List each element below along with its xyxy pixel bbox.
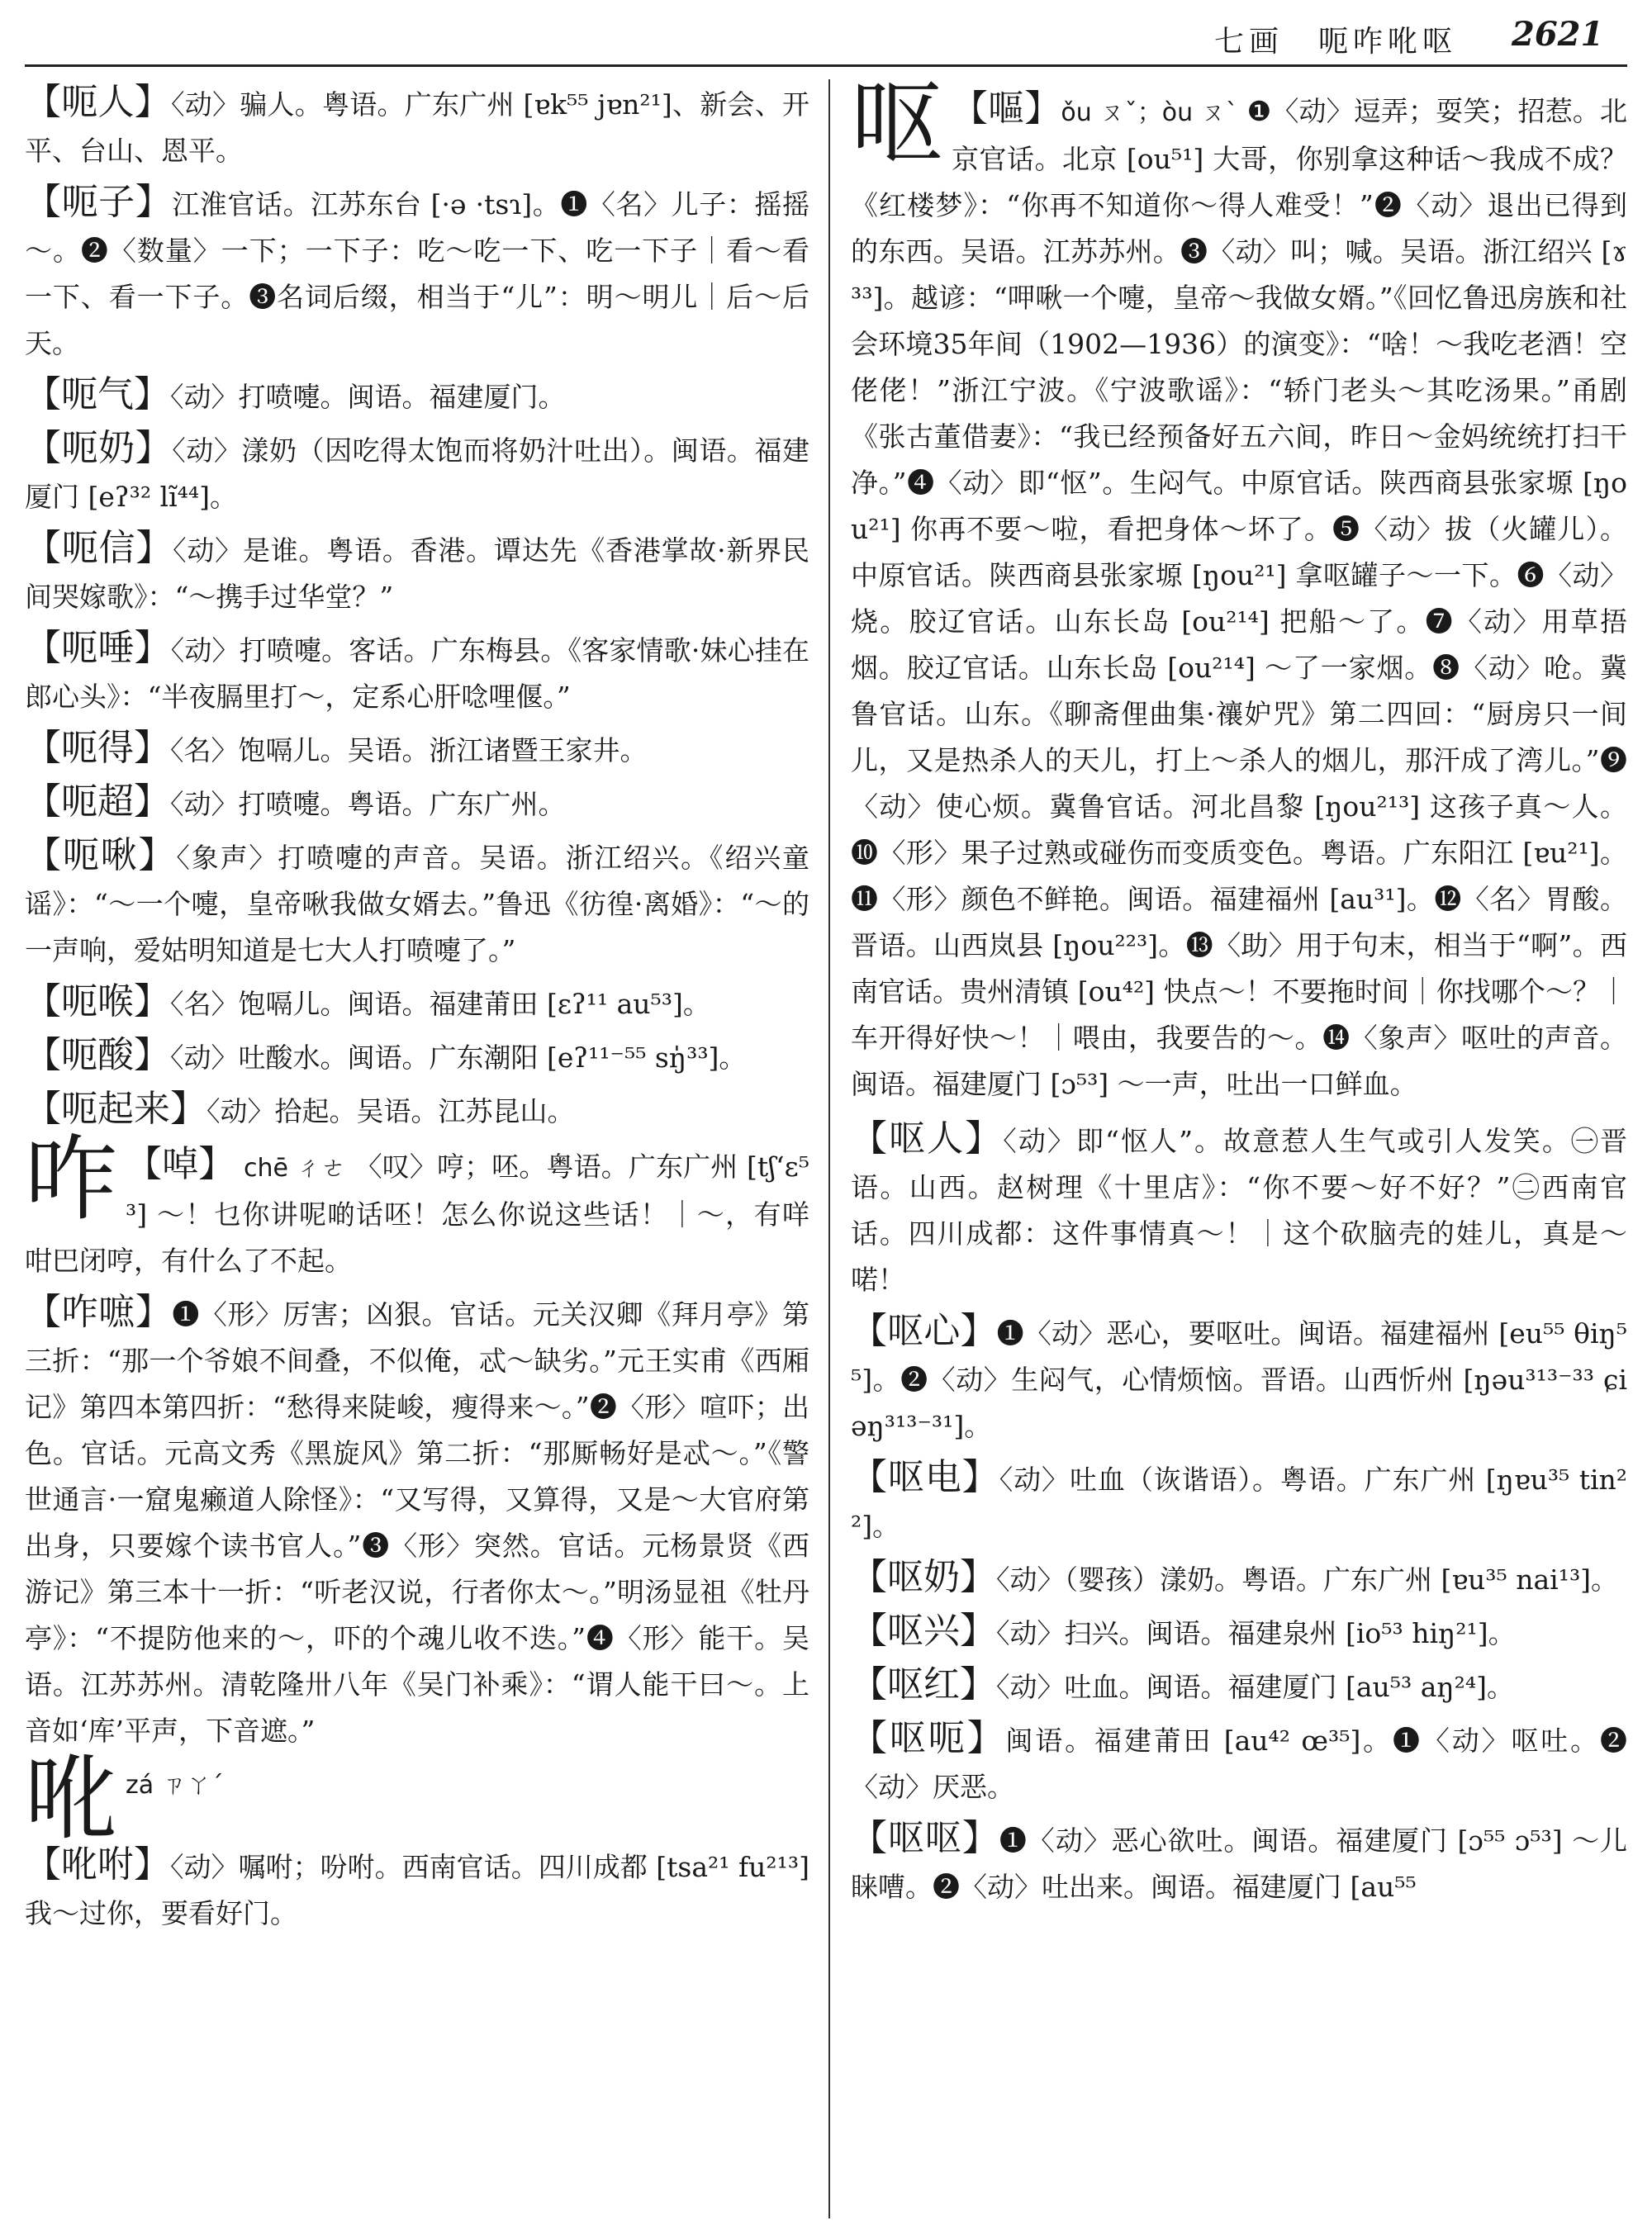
- right-column: [851, 79, 1627, 2218]
- entry-e-qi: [25, 372, 809, 420]
- definition: 〈名〉饱嗝儿。吴语。浙江诸暨王家井。: [170, 734, 648, 766]
- headword: 【呕电】: [851, 1456, 999, 1498]
- definition: 〈动〉拾起。吴语。江苏昆山。: [206, 1095, 575, 1127]
- entry-ou-dian: [851, 1454, 1627, 1549]
- entry-char-ze: [25, 1126, 809, 1284]
- definition: 〈动〉打喷嚏。闽语。福建厦门。: [170, 381, 566, 413]
- definition: 〈动〉嘱咐；吩咐。西南官话。四川成都 [tsa²¹ fu²¹³] 我～过你，要看好门。: [25, 1851, 809, 1929]
- entry-e-zi: [25, 179, 809, 367]
- headword: 【呃超】: [25, 780, 170, 823]
- head-character: 吪: [25, 1745, 117, 1853]
- headword: 【呕兴】: [851, 1610, 996, 1652]
- pronunciation: chē ㄔㄜ: [244, 1154, 346, 1183]
- definition: 〈叹〉哼；呸。粤语。广东广州 [tʃʻɛ⁵³] ～！乜你讲呢啲话呸！怎么你说这些话！｜～，有咩咁巴闭哼，有什么了不起。: [25, 1151, 809, 1277]
- entry-e-xin: [25, 525, 809, 620]
- entry-ou-xing: [851, 1608, 1627, 1657]
- entry-e-jiu: [25, 833, 809, 974]
- headword: 【呃酸】: [25, 1034, 170, 1076]
- headword: 【呃人】: [25, 81, 172, 123]
- definition: 〈动〉打喷嚏。客话。广东梅县。《客家情歌·妹心挂在郎心头》：“半夜膈里打～，定系心肝唸哩偃。”: [25, 634, 809, 713]
- variant-form: 【啅】: [126, 1143, 235, 1185]
- variant-form: 【嘔】: [952, 88, 1061, 130]
- headword: 【呃奶】: [25, 427, 173, 469]
- entry-e-nai: [25, 425, 809, 520]
- headword: 【呃得】: [25, 727, 170, 769]
- entry-ou-hong: [851, 1662, 1627, 1710]
- entry-e-de: [25, 725, 809, 774]
- headword: 【呃子】: [25, 181, 173, 223]
- definition: ❶〈动〉恶心，要呕吐。闽语。福建福州 [eu⁵⁵ θiŋ⁵⁵]。❷〈动〉生闷气，心情烦恼。晋语。山西忻州 [ŋəu³¹³⁻³³ ɕiəŋ³¹³⁻³¹]。: [851, 1317, 1627, 1442]
- definition: 〈动〉骗人。粤语。广东广州 [ɐk⁵⁵ jɐn²¹]、新会、开平、台山、恩平。: [25, 88, 809, 167]
- entry-ou-nai: [851, 1554, 1627, 1603]
- entry-e-suan: [25, 1032, 809, 1081]
- definition: 〈动〉吐血（诙谐语）。粤语。广东广州 [ŋɐu³⁵ tin²²]。: [851, 1464, 1627, 1542]
- running-head: 七画 呃咋吪呕: [1214, 25, 1458, 59]
- headword: 【咋嗻】: [25, 1291, 173, 1333]
- entry-ou-e: [851, 1715, 1627, 1810]
- header-rule: [25, 64, 1627, 67]
- entry-ou-ren: [851, 1116, 1627, 1303]
- headword: 【呃喉】: [25, 980, 170, 1022]
- headword: 【呃信】: [25, 527, 173, 569]
- entry-e-ren: [25, 79, 809, 174]
- entry-char-ou: [851, 79, 1627, 1108]
- entry-e-tuo: [25, 625, 809, 720]
- definition: 〈动〉（婴孩）漾奶。粤语。广东广州 [ɐu³⁵ nai¹³]。: [996, 1563, 1619, 1596]
- definition: 〈动〉扫兴。闽语。福建泉州 [io⁵³ hiŋ²¹]。: [996, 1617, 1516, 1649]
- entry-ou-xin: [851, 1308, 1627, 1450]
- entry-e-qilai: [25, 1086, 809, 1135]
- headword: 【呕红】: [851, 1663, 996, 1706]
- entry-ou-ou: [851, 1815, 1627, 1910]
- headword: 【呕呕】: [851, 1817, 999, 1859]
- definition: 〈名〉饱嗝儿。闽语。福建莆田 [ɛʔ¹¹ au⁵³]。: [170, 988, 710, 1020]
- definition: 〈动〉打喷嚏。粤语。广东广州。: [170, 788, 566, 820]
- definition: 〈动〉吐酸水。闽语。广东潮阳 [eʔ¹¹⁻⁵⁵ sŋ̍³³]。: [170, 1041, 747, 1074]
- definition: 〈动〉漾奶（因吃得太饱而将奶汁吐出）。闽语。福建厦门 [eʔ³² lĩ⁴⁴]。: [25, 434, 809, 513]
- left-column: [25, 79, 809, 2218]
- pronunciation: zá ㄗㄚˊ: [126, 1771, 224, 1800]
- definition: ❶〈动〉逗弄；耍笑；招惹。北京官话。北京 [ou⁵¹] 大哥，你别拿这种话～我成不成？《红楼梦》：“你再不知道你～得人难受！”❷〈动〉退出已得到的东西。吴语。江苏苏州。❸〈动〉叫；喊。吴语。浙江绍兴 [ɤ³³]。越谚：“呷啾一个嚏，皇帝～我做女婿。”《回忆鲁迅房族和社会环境35年间（1902—1936）的演变》：“啥！～我吃老酒！空佬佬！”浙江宁波。《宁波歌谣》：“轿门老头～其吃汤果。”甬剧《张古董借妻》：“我已经预备好五六间，昨日～金妈统统打扫干净。”❹〈动〉即“怄”。生闷气。中原官话。陕西商县张家塬 [ŋou²¹] 你再不要～啦，看把身体～坏了。❺〈动〉拔（火罐儿）。中原官话。陕西商县张家塬 [ŋou²¹] 拿呕罐子～一下。❻〈动〉烧。胶辽官话。山东长岛 [ou²¹⁴] 把船～了。❼〈动〉用草捂烟。胶辽官话。山东长岛 [ou²¹⁴] ～了一家烟。❽〈动〉呛。冀鲁官话。山东。《聊斋俚曲集·禳妒咒》第二四回：“厨房只一间儿，又是热杀人的天儿，打上～杀人的烟儿，那汗成了湾儿。”❾〈动〉使心烦。冀鲁官话。河北昌黎 [ŋou²¹³] 这孩子真～人。❿〈形〉果子过熟或碰伤而变质变色。粤语。广东阳江 [ɐu²¹]。⓫〈形〉颜色不鲜艳。闽语。福建福州 [au³¹]。⓬〈名〉胃酸。晋语。山西岚县 [ŋou²²³]。⓭〈助〉用于句末，相当于“啊”。西南官话。贵州清镇 [ou⁴²] 快点～！不要拖时间｜你找哪个～？｜车开得好快～！｜喂由，我要告的～。⓮〈象声〉呕吐的声音。闽语。福建厦门 [ɔ⁵³] ～一声，吐出一口鲜血。: [851, 95, 1627, 1100]
- headword: 【吪咐】: [25, 1843, 171, 1886]
- page-header: [0, 0, 1652, 66]
- head-character: 呕: [851, 79, 943, 178]
- entry-ze-zhe: [25, 1289, 809, 1754]
- headword: 【呃啾】: [25, 834, 177, 876]
- column-divider: [828, 79, 830, 2218]
- page-number: 2621: [1512, 15, 1604, 54]
- definition: ❶〈形〉厉害；凶狠。官话。元关汉卿《拜月亭》第三折：“那一个爷娘不间叠，不似俺，忒～缺劣。”元王实甫《西厢记》第四本第四折：“愁得来陡峻，瘦得来～。”❷〈形〉喧吓；出色。官话。元高文秀《黑旋风》第二折：“那厮畅好是忒～。”《警世通言·一窟鬼癞道人除怪》：“又写得，又算得，又是～大官府第出身，只要嫁个读书官人。”❸〈形〉突然。官话。元杨景贤《西游记》第三本十一折：“听老汉说，行者你太～。”明汤显祖《牡丹亭》：“不提防他来的～，吓的个魂儿收不迭。”❹〈形〉能干。吴语。江苏苏州。清乾隆卅八年《吴门补乘》：“谓人能干曰～。上音如‘库’平声，下音遮。”: [25, 1298, 809, 1747]
- pronunciation: ǒu ㄡˇ；òu ㄡˋ: [1061, 98, 1239, 127]
- headword: 【呕心】: [851, 1310, 997, 1352]
- definition: 江淮官话。江苏东台 [·ə ·tsɿ]。❶〈名〉儿子：摇摇～。❷〈数量〉一下；一下子：吃～吃一下、吃一下子｜看～看一下、看一下子。❸名词后缀，相当于“儿”：明～明儿｜后～后天。: [25, 188, 809, 359]
- headword: 【呃气】: [25, 373, 170, 415]
- entry-e-chao: [25, 779, 809, 828]
- headword: 【呕呃】: [851, 1717, 1006, 1759]
- entry-za-fu: [25, 1842, 809, 1937]
- definition: 闽语。福建莆田 [au⁴² œ³⁵]。❶〈动〉呕吐。❷〈动〉厌恶。: [851, 1725, 1627, 1803]
- definition: ❶〈动〉恶心欲吐。闽语。福建厦门 [ɔ⁵⁵ ɔ⁵³] ～儿睐嘈。❷〈动〉吐出来。闽语。福建厦门 [au⁵⁵: [851, 1824, 1627, 1903]
- definition: 〈象声〉打喷嚏的声音。吴语。浙江绍兴。《绍兴童谣》：“～一个嚏，皇帝啾我做女婿去。”鲁迅《彷徨·离婚》：“～的一声响，爱姑明知道是七大人打喷嚏了。”: [25, 842, 809, 966]
- headword: 【呃唾】: [25, 627, 171, 669]
- head-character: 咋: [25, 1126, 117, 1233]
- headword: 【呕奶】: [851, 1556, 996, 1598]
- headword: 【呃起来】: [25, 1088, 206, 1130]
- entry-e-hou: [25, 979, 809, 1027]
- headword: 【呕人】: [851, 1117, 1004, 1160]
- definition: 〈动〉即“怄人”。故意惹人生气或引人发笑。㊀晋语。山西。赵树理《十里店》：“你不要～好不好？”㊁西南官话。四川成都：这件事情真～！｜这个砍脑壳的娃儿，真是～喏！: [851, 1125, 1627, 1296]
- definition: 〈动〉是谁。粤语。香港。谭达先《香港掌故·新界民间哭嫁歌》：“～携手过华堂？”: [25, 534, 809, 613]
- entry-char-za: [25, 1745, 809, 1853]
- definition: 〈动〉吐血。闽语。福建厦门 [au⁵³ aŋ²⁴]。: [996, 1671, 1514, 1703]
